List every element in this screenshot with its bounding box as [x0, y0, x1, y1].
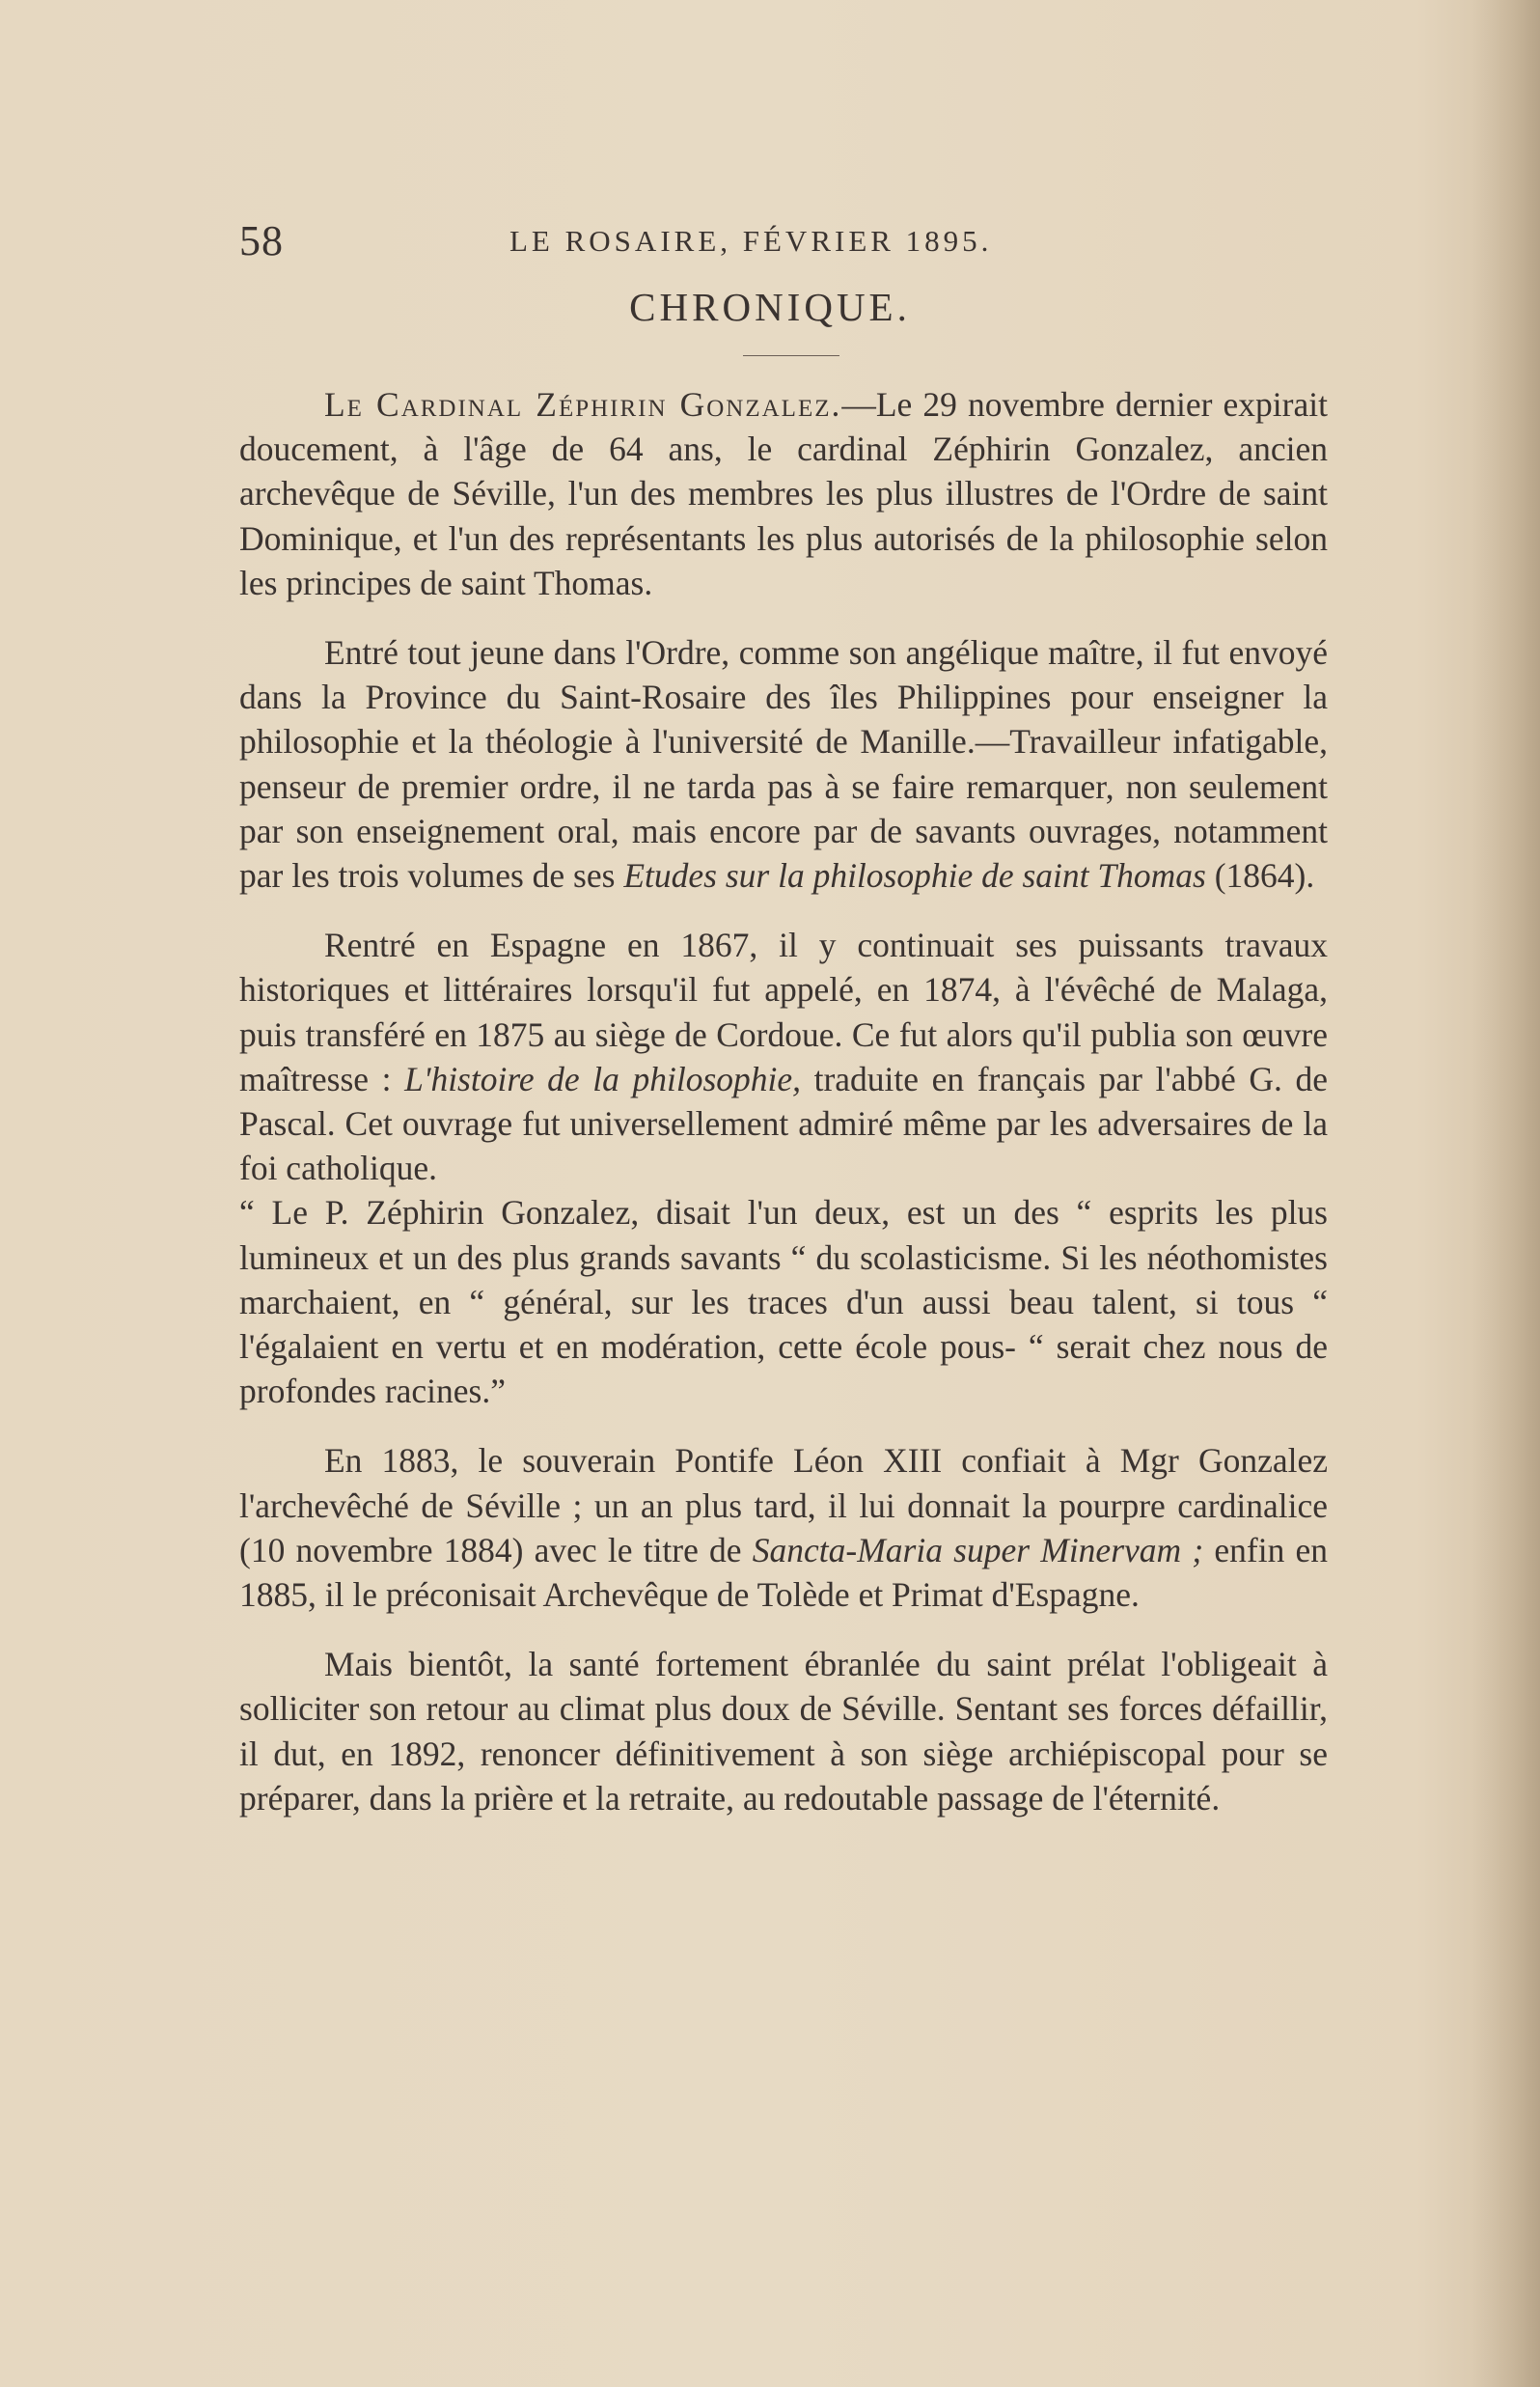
book-title-histoire: L'histoire de la philosophie,	[404, 1059, 802, 1098]
paragraph-6-text: Mais bientôt, la santé fortement ébranlée du saint prélat l'obligeait à solliciter son retour au climat plus doux de Séville. Sentant ses forces défaillir, il dut, en 1892, renoncer définitivement à son siège archiépiscopal pour se préparer, dans la prière et la retraite, au redoutable passage de l'éternité.	[239, 1645, 1328, 1818]
quote-text: “ Le P. Zéphirin Gonzalez, disait l'un deux, est un des “ esprits les plus lumineux et un des plus grands savants “ du scolasticisme. Si les néothomistes marchaient, en “ général, sur les traces d'un aussi beau talent, si tous “ l'égalaient en vertu et en modération, cette école pous- “ serait chez nous de profondes racines.”	[239, 1193, 1328, 1411]
paragraph-3-text: Rentré en Espagne en 1867, il y continuait ses puissants travaux historiques et littéraires lorsqu'il fut appelé, en 1874, à l'évêché de Malaga, puis transféré en 1875 au siège de Cordoue. Ce fut alors qu'il publia son œuvre maîtresse :	[239, 926, 1328, 1098]
book-title-etudes: Etudes sur la philosophie de saint Thomas	[623, 856, 1206, 896]
paragraph-5-tail: enfin en 1885, il le préconisait Archevêque de Tolède et Primat d'Espagne.	[239, 1530, 1329, 1615]
paragraph-2	[239, 630, 1328, 898]
paragraph-3	[239, 923, 1328, 1190]
article-lead: Le Cardinal Zéphirin Gonzalez.	[324, 385, 842, 424]
paragraph-3-tail: traduite en français par l'abbé G. de Pascal. Cet ouvrage fut universellement admiré même par les adversaires de la foi catholique.	[239, 1059, 1329, 1188]
paragraph-5	[239, 1438, 1328, 1617]
section-title: CHRONIQUE.	[629, 285, 911, 329]
title-rule	[743, 355, 839, 356]
paragraph-1-text: —Le 29 novembre dernier expirait doucement, à l'âge de 64 ans, le cardinal Zéphirin Gonzalez, ancien archevêque de Séville, l'un des membres les plus illustres de l'Ordre de saint Dominique, et l'un des représentants les plus autorisés de la philosophie selon les principes de saint Thomas.	[239, 385, 1328, 602]
article-body	[239, 382, 1328, 1820]
cardinal-title: Sancta-Maria super Minervam ;	[752, 1530, 1204, 1569]
paragraph-6	[239, 1642, 1328, 1820]
paragraph-1	[239, 382, 1328, 605]
paragraph-2-text: Entré tout jeune dans l'Ordre, comme son angélique maître, il fut envoyé dans la Province du Saint-Rosaire des îles Philippines pour enseigner la philosophie et la théologie à l'université de Manille.—Travailleur infatigable, penseur de premier ordre, il ne tarda pas à se faire remarquer, non seulement par son enseignement oral, mais encore par de savants ouvrages, notamment par les trois volumes de ses	[239, 633, 1328, 896]
quote-paragraph	[239, 1190, 1328, 1413]
paragraph-5-text: En 1883, le souverain Pontife Léon XIII confiait à Mgr Gonzalez l'archevêché de Séville ; un an plus tard, il lui donnait la pourpre cardinalice (10 novembre 1884) avec le titre de	[239, 1441, 1328, 1569]
paragraph-2-tail: (1864).	[1214, 856, 1315, 896]
page-header	[239, 210, 1330, 268]
page-edge-shadow	[1472, 0, 1540, 2387]
page-number: 58	[239, 217, 284, 264]
running-head: LE ROSAIRE, FÉVRIER 1895.	[509, 224, 993, 258]
